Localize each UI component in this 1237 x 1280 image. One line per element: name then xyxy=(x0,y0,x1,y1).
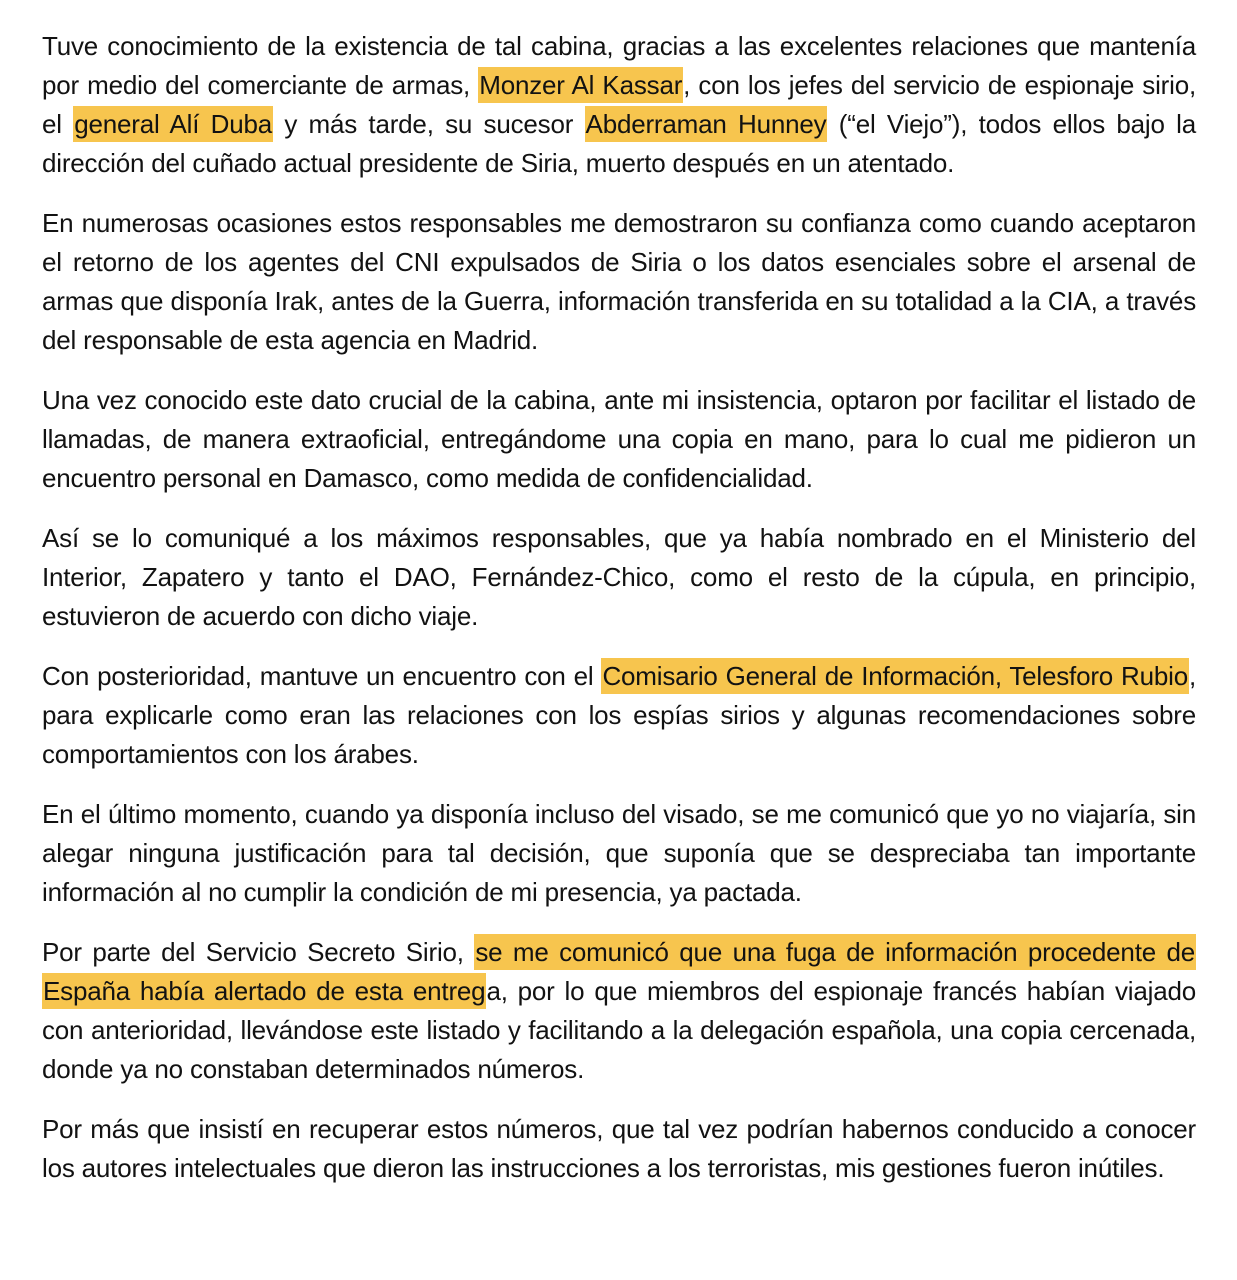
text-run: Así se lo comuniqué a los máximos responsables, que ya había nombrado en el Ministerio del Interior, Zapatero y tanto el DAO, Fernández-Chico, como el resto de la cúpula, en principio, estuvieron de acuerdo con dicho viaje. xyxy=(42,523,1196,631)
text-run: y más tarde, su sucesor xyxy=(272,109,585,139)
highlighted-text: general Alí Duba xyxy=(73,106,273,142)
text-run: En numerosas ocasiones estos responsables me demostraron su confianza como cuando aceptaron el retorno de los agentes del CNI expulsados de Siria o los datos esenciales sobre el arsenal de armas que disponía Irak, antes de la Guerra, información transferida en su totalidad a la CIA, a través del responsable de esta agencia en Madrid. xyxy=(42,208,1196,355)
paragraph-5 xyxy=(42,657,1196,774)
text-run: a, por lo que miembros del espionaje francés habían viajado con anterioridad, llevándose este listado y facilitando a la delegación española, una copia cercenada, donde ya no constaban determinados números. xyxy=(42,976,1196,1084)
document-body xyxy=(42,27,1196,1188)
highlighted-text: Comisario General de Información, Telesforo Rubio xyxy=(601,658,1189,694)
paragraph-3 xyxy=(42,381,1196,498)
highlighted-text: Abderraman Hunney xyxy=(585,106,828,142)
paragraph-6 xyxy=(42,795,1196,912)
text-run: , para explicarle como eran las relaciones con los espías sirios y algunas recomendaciones sobre comportamientos con los árabes. xyxy=(42,661,1196,769)
paragraph-8 xyxy=(42,1110,1196,1188)
text-run: (“el Viejo”), todos ellos bajo la dirección del cuñado actual presidente de Siria, muerto después en un atentado. xyxy=(42,109,1196,178)
text-run: Con posterioridad, mantuve un encuentro con el xyxy=(42,661,602,691)
highlighted-text: Monzer Al Kassar xyxy=(478,67,683,103)
paragraph-1 xyxy=(42,27,1196,183)
text-run: Por parte del Servicio Secreto Sirio, xyxy=(42,937,475,967)
text-run: En el último momento, cuando ya disponía incluso del visado, se me comunicó que yo no viajaría, sin alegar ninguna justificación para tal decisión, que suponía que se despreciaba tan importante información al no cumplir la condición de mi presencia, ya pactada. xyxy=(42,799,1196,907)
paragraph-4 xyxy=(42,519,1196,636)
text-run: Por más que insistí en recuperar estos números, que tal vez podrían habernos conducido a conocer los autores intelectuales que dieron las instrucciones a los terroristas, mis gestiones fueron inútiles. xyxy=(42,1114,1196,1183)
highlighted-text: se me comunicó que una fuga de información procedente de España había alertado de esta entreg xyxy=(42,934,1196,1009)
text-run: Tuve conocimiento de la existencia de tal cabina, gracias a las excelentes relaciones que mantenía por medio del comerciante de armas, xyxy=(42,31,1196,100)
paragraph-2 xyxy=(42,204,1196,360)
text-run: Una vez conocido este dato crucial de la cabina, ante mi insistencia, optaron por facilitar el listado de llamadas, de manera extraoficial, entregándome una copia en mano, para lo cual me pidieron un encuentro personal en Damasco, como medida de confidencialidad. xyxy=(42,385,1196,493)
paragraph-7 xyxy=(42,933,1196,1089)
text-run: , con los jefes del servicio de espionaje sirio, el xyxy=(42,70,1196,139)
